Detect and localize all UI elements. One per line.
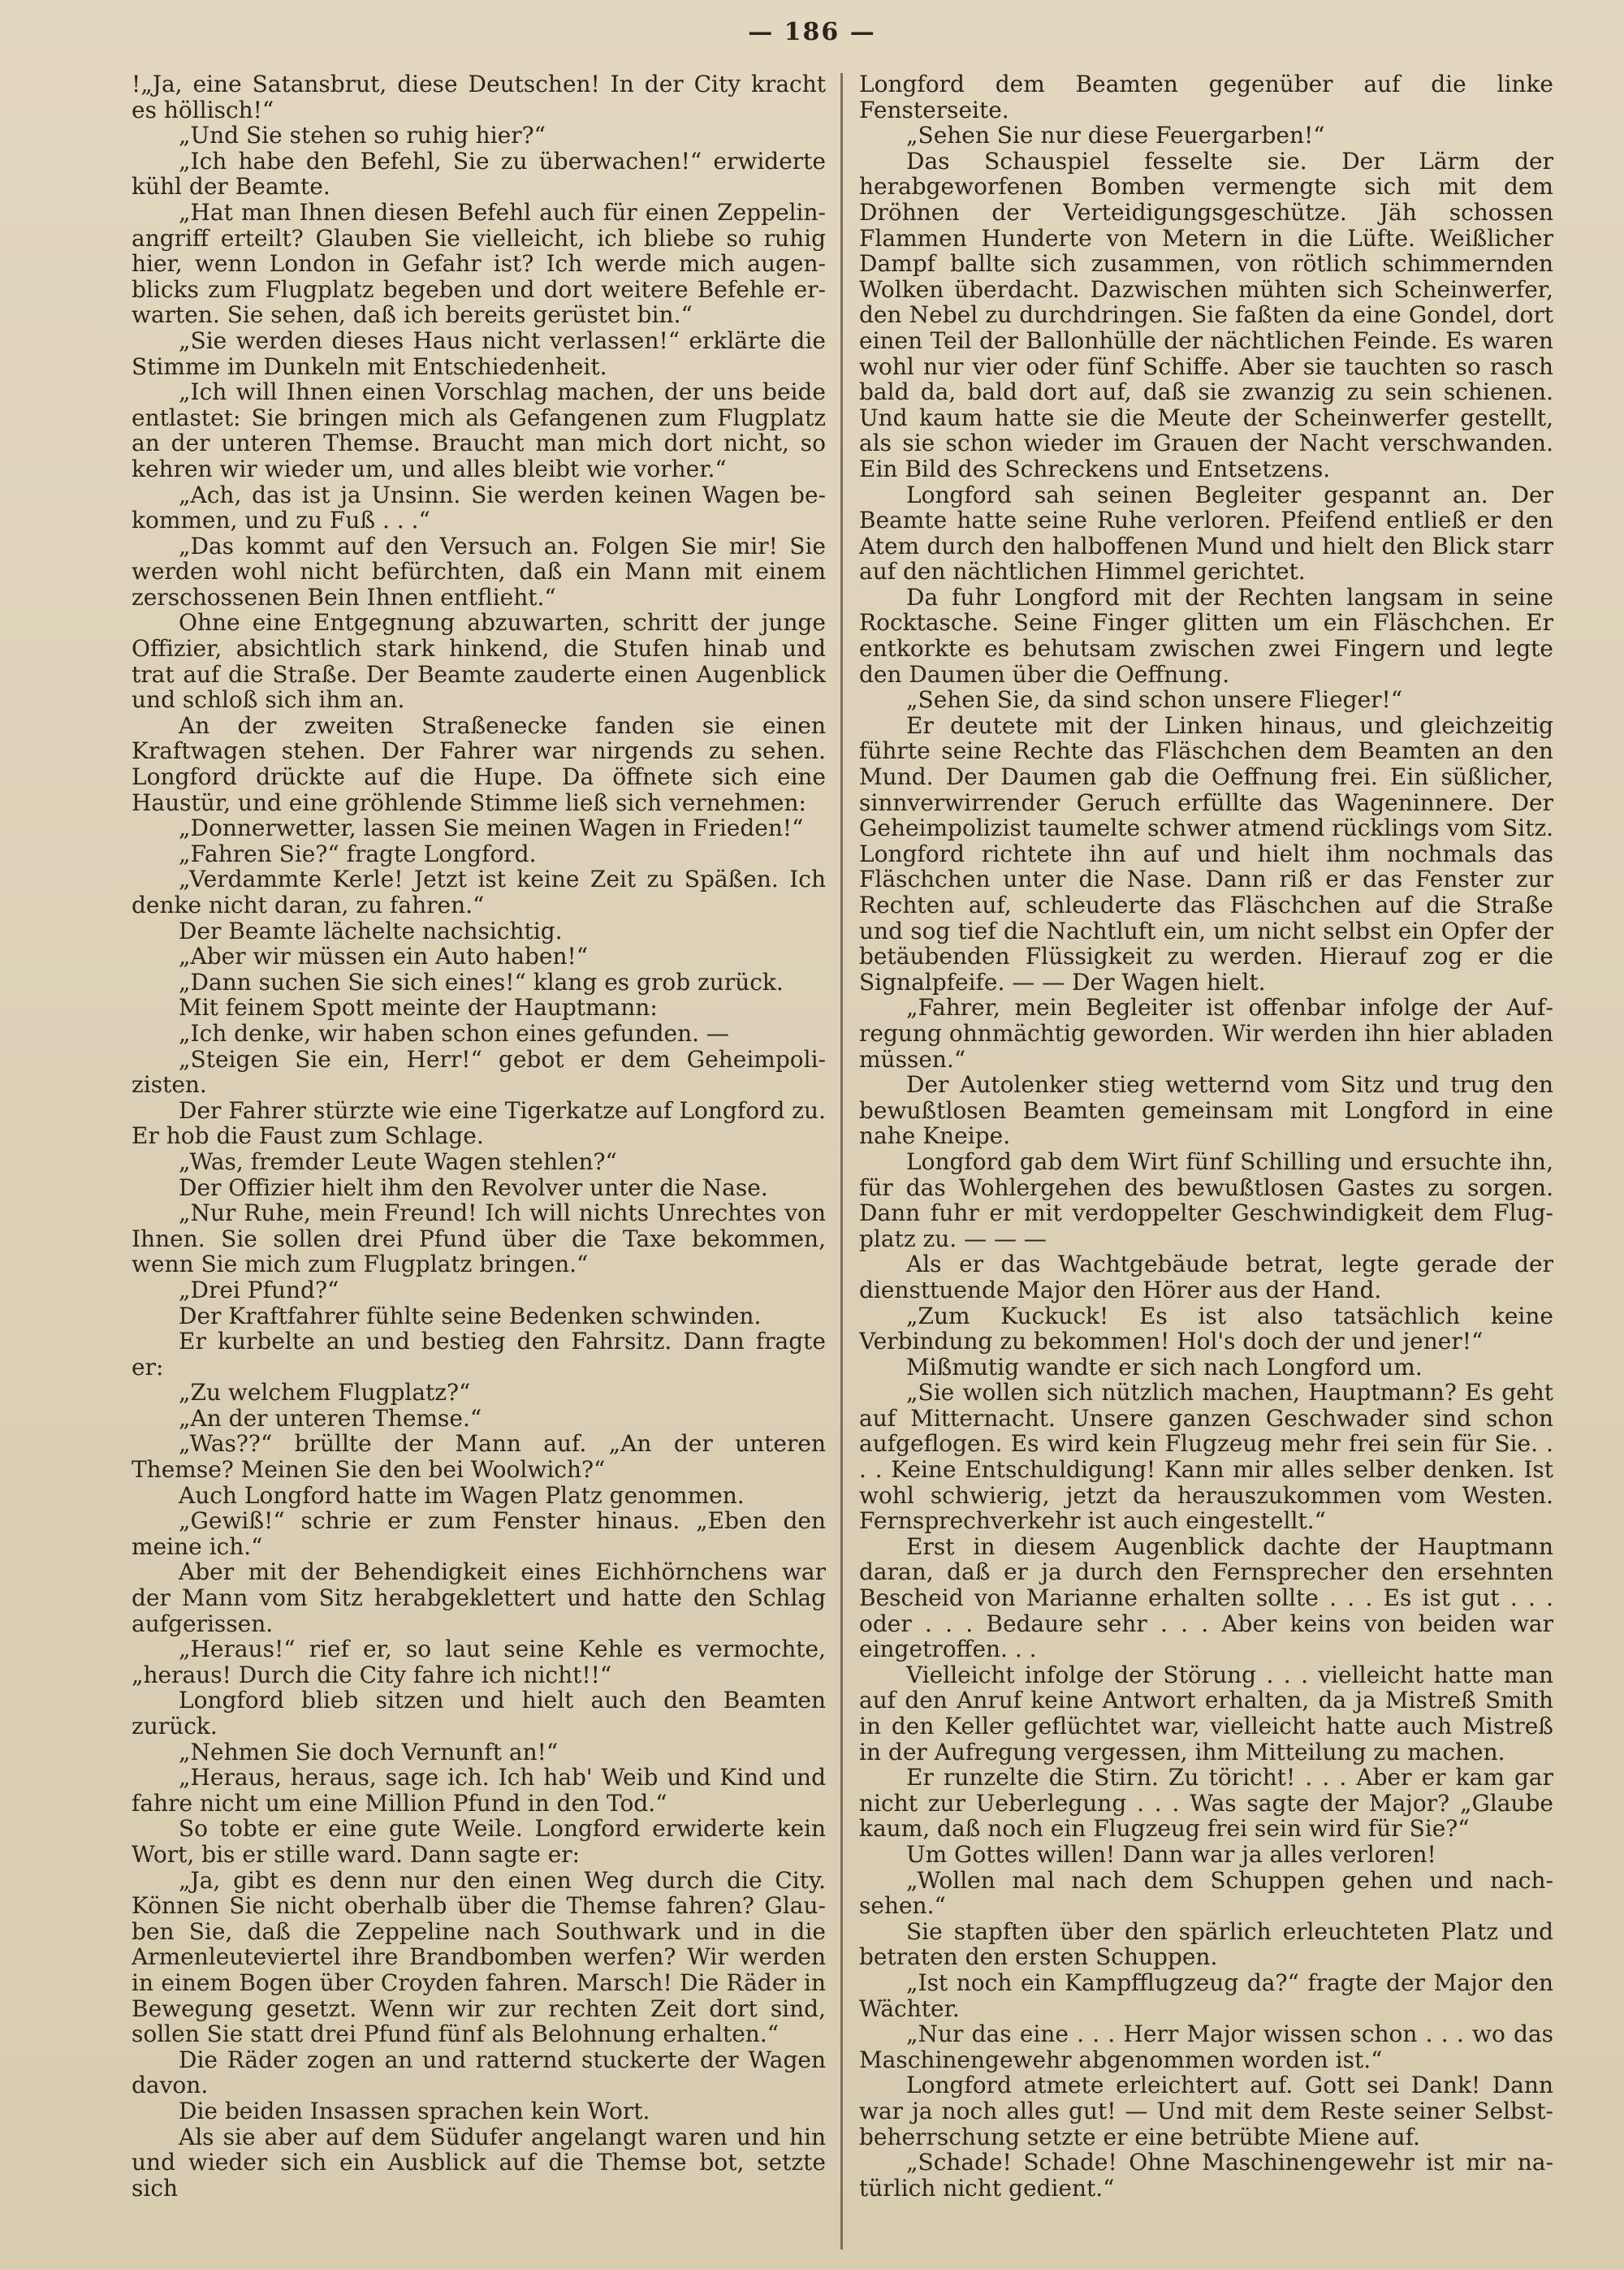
paragraph: „Heraus, heraus, sage ich. Ich hab' Weib und Kind und fahre nicht um eine Million Pfund in den Tod.“ [132,1764,826,1817]
paragraph: „Ach, das ist ja Unsinn. Sie werden keinen Wagen bekommen, und zu Fuß . . .“ [132,481,826,534]
right-text-column [859,71,1553,2256]
paragraph: „Sie wollen sich nützlich machen, Hauptmann? Es geht auf Mitternacht. Unsere ganzen Geschwader sind schon aufgeflogen. Es wird kein Flugzeug mehr frei sein für Sie. . . . Keine Entschuldigung! Kann mir alles selber denken. Ist wohl schwierig, jetzt da herauszukommen vom Westen. Fernsprechverkehr ist auch eingestellt.“ [859,1379,1553,1535]
paragraph: „Was??“ brüllte der Mann auf. „An der unteren Themse? Meinen Sie den bei Woolwich?“ [132,1430,826,1484]
paragraph: „Nur Ruhe, mein Freund! Ich will nichts Unrechtes von Ihnen. Sie sollen drei Pfund über die Taxe bekommen, wenn Sie mich zum Flugplatz bringen.“ [132,1199,826,1278]
paragraph: „Gewiß!“ schrie er zum Fenster hinaus. „Eben den meine ich.“ [132,1507,826,1560]
paragraph: Erst in diesem Augenblick dachte der Hauptmann daran, daß er ja durch den Fernsprecher den ersehnten Bescheid von Marianne erhalten sollte . . . Es ist gut . . . oder . . . Bedaure sehr . . . Aber keins von beiden war eingetroffen. . . [859,1532,1553,1663]
paragraph: „Nur das eine . . . Herr Major wissen schon . . . wo das Maschinengewehr abgenommen worden ist.“ [859,2020,1553,2073]
paragraph: „Wollen mal nach dem Schuppen gehen und nachsehen.“ [859,1866,1553,1920]
paragraph: Mißmutig wandte er sich nach Longford um. [906,1353,1423,1381]
paragraph: „Ich habe den Befehl, Sie zu überwachen!“ erwiderte kühl der Beamte. [132,147,826,201]
paragraph: „Sehen Sie, da sind schon unsere Flieger!“ [906,686,1403,714]
paragraph: Das Schauspiel fesselte sie. Der Lärm der herabgeworfenen Bomben vermengte sich mit dem Dröhnen der Verteidigungsgeschütze. Jäh schossen Flammen Hunderte von Metern in die Lüfte. Weißlicher Dampf ballte sich zusammen, von rötlich schimmernden Wolken überdacht. Dazwischen mühten sich Scheinwerfer, den Nebel zu durchdringen. Sie faßten da eine Gondel, dort einen Teil der Ballonhülle der nächtlichen Feinde. Es waren wohl nur vier oder fünf Schiffe. Aber sie tauchten so rasch bald da, bald dort auf, daß sie zwanzig zu sein schienen. Und kaum hatte sie die Meute der Scheinwerfer gestellt, als sie schon wieder im Grauen der Nacht verschwanden. Ein Bild des Schreckens und Entsetzens. [859,147,1553,482]
paragraph: Ohne eine Entgegnung abzuwarten, schritt der junge Offizier, absichtlich stark hinkend, die Stufen hinab und trat auf die Straße. Der Beamte zauderte einen Augenblick und schloß sich ihm an. [132,609,826,714]
paragraph: „Ist noch ein Kampfflugzeug da?“ fragte der Major den Wächter. [859,1969,1553,2022]
paragraph: „Dann suchen Sie sich eines!“ klang es grob zurück. [179,968,784,996]
paragraph: Die Räder zogen an und ratternd stuckerte der Wagen davon. [132,2046,826,2099]
paragraph: „An der unteren Themse.“ [179,1404,482,1432]
paragraph: „Was, fremder Leute Wagen stehlen?“ [179,1147,617,1175]
paragraph: Der Beamte lächelte nachsichtig. [179,917,563,944]
paragraph: „Verdammte Kerle! Jetzt ist keine Zeit zu Späßen. Ich denke nicht daran, zu fahren.“ [132,866,826,918]
paragraph: „Heraus!“ rief er, so laut seine Kehle es vermochte, „heraus! Durch die City fahre ich nicht!!“ [132,1636,826,1688]
paragraph: „Zu welchem Flugplatz?“ [179,1379,471,1407]
paragraph: Der Offizier hielt ihm den Revolver unter die Nase. [179,1173,768,1201]
paragraph: „Ich denke, wir haben schon eines gefunden. — [179,1019,729,1047]
paragraph: An der zweiten Straßenecke fanden sie einen Kraftwagen stehen. Der Fahrer war nirgends zu sehen. Longford drückte auf die Hupe. Da öffnete sich eine Haustür, und eine gröhlende Stimme ließ sich vernehmen: [132,711,826,816]
paragraph: So tobte er eine gute Weile. Longford erwiderte kein Wort, bis er stille ward. Dann sagte er: [132,1815,826,1868]
paragraph: Longford blieb sitzen und hielt auch den Beamten zurück. [132,1687,826,1740]
paragraph: Sie stapften über den spärlich erleuchteten Platz und betraten den ersten Schuppen. [859,1917,1553,1971]
paragraph: „Fahren Sie?“ fragte Longford. [179,840,537,867]
paragraph: „Nehmen Sie doch Vernunft an!“ [179,1738,559,1765]
paragraph: „Donnerwetter, lassen Sie meinen Wagen in Frieden!“ [179,815,804,842]
paragraph: „Hat man Ihnen diesen Befehl auch für einen Zeppelinangriff erteilt? Glauben Sie vielleicht, ich bliebe so ruhig hier, wenn London in Gefahr ist? Ich werde mich augenblicks zum Flugplatz begeben und dort weitere Befehle erwarten. Sie sehen, daß ich bereits gerüstet bin.“ [132,198,826,329]
paragraph: „Schade! Schade! Ohne Maschinengewehr ist mir natürlich nicht gedient.“ [859,2149,1553,2202]
paragraph: Da fuhr Longford mit der Rechten langsam in seine Rocktasche. Seine Finger glitten um ein Fläschchen. Er entkorkte es behutsam zwischen zwei Fingern und legte den Daumen über die Oeffnung. [859,583,1553,688]
paragraph: Er deutete mit der Linken hinaus, und gleichzeitig führte seine Rechte das Fläschchen dem Beamten an den Mund. Der Daumen gab die Oeffnung frei. Ein süßlicher, sinnverwirrender Geruch erfüllte das Wageninnere. Der Geheimpolizist taumelte schwer atmend rücklings vom Sitz. Longford richtete ihn auf und hielt ihm nochmals das Fläschchen unter die Nase. Dann riß er das Fenster zur Rechten auf, schleuderte das Fläschchen auf die Straße und sog tief die Nachtluft ein, um nicht selbst ein Opfer der betäubenden Flüssigkeit zu werden. Hierauf zog er die Signalpfeife. — — Der Wagen hielt. [859,711,1553,996]
paragraph: „Ich will Ihnen einen Vorschlag machen, der uns beide entlastet: Sie bringen mich als Gefangenen zum Flugplatz an der unteren Themse. Braucht man mich dort nicht, so kehren wir wieder um, und alles bleibt wie vorher.“ [132,378,826,482]
paragraph: „Sehen Sie nur diese Feuergarben!“ [906,122,1325,149]
paragraph: „Steigen Sie ein, Herr!“ gebot er dem Geheimpolizisten. [132,1045,826,1099]
paragraph: „Zum Kuckuck! Es ist also tatsächlich keine Verbindung zu bekommen! Hol's doch der und jener!“ [859,1302,1553,1355]
paragraph: „Das kommt auf den Versuch an. Folgen Sie mir! Sie werden wohl nicht befürchten, daß ein Mann mit einem zerschossenen Bein Ihnen entflieht.“ [132,532,826,611]
paragraph: Longford dem Beamten gegenüber auf die linke Fensterseite. [859,71,1553,123]
paragraph: Longford gab dem Wirt fünf Schilling und ersuchte ihn, für das Wohlergehen des bewußtlosen Gastes zu sorgen. Dann fuhr er mit verdoppelter Geschwindigkeit dem Flugplatz zu. — — — [859,1147,1553,1252]
page-number: — 186 — [748,18,876,46]
paragraph: Als er das Wachtgebäude betrat, legte gerade der diensttuende Major den Hörer aus der Hand. [859,1251,1553,1303]
paragraph: Die beiden Insassen sprachen kein Wort. [179,2097,650,2124]
paragraph: Aber mit der Behendigkeit eines Eichhörnchens war der Mann vom Sitz herabgeklettert und hatte den Schlag aufgerissen. [132,1558,826,1637]
paragraph: „Und Sie stehen so ruhig hier?“ [179,122,546,149]
paragraph: „Ja, gibt es denn nur den einen Weg durch die City. Können Sie nicht oberhalb über die Themse fahren? Glauben Sie, daß die Zeppeline nach Southwark und in die Armenleuteviertel ihre Brandbomben werfen? Wir werden in einem Bogen über Croyden fahren. Marsch! Die Räder in Bewegung gesetzt. Wenn wir zur rechten Zeit dort sind, sollen Sie statt drei Pfund fünf als Belohnung erhalten.“ [132,1866,826,2048]
column-divider [840,73,843,2250]
paragraph: „Drei Pfund?“ [179,1276,339,1303]
paragraph: Der Kraftfahrer fühlte seine Bedenken schwinden. [179,1302,762,1329]
paragraph: „Fahrer, mein Begleiter ist offenbar infolge der Aufregung ohnmächtig geworden. Wir werden ihn hier abladen müssen.“ [859,994,1553,1073]
paragraph: Der Autolenker stieg wetternd vom Sitz und trug den bewußtlosen Beamten gemeinsam mit Longford in eine nahe Kneipe. [859,1071,1553,1150]
paragraph: Mit feinem Spott meinte der Hauptmann: [179,994,658,1022]
paragraph: Vielleicht infolge der Störung . . . vielleicht hatte man auf den Anruf keine Antwort erhalten, da ja Mistreß Smith in den Keller geflüchtet war, vielleicht hatte auch Mistreß in der Aufregung vergessen, ihm Mitteilung zu machen. [859,1661,1553,1765]
paragraph: „Sie werden dieses Haus nicht verlassen!“ erklärte die Stimme im Dunkeln mit Entschiedenheit. [132,326,826,380]
left-text-column [132,71,826,2256]
paragraph: Er runzelte die Stirn. Zu töricht! . . . Aber er kam gar nicht zur Ueberlegung . . . Was sagte der Major? „Glaube kaum, daß noch ein Flugzeug frei sein wird für Sie?“ [859,1764,1553,1843]
paragraph: Longford atmete erleichtert auf. Gott sei Dank! Dann war ja noch alles gut! — Und mit dem Reste seiner Selbstbeherrschung setzte er eine betrübte Miene auf. [859,2072,1553,2150]
paragraph: Er kurbelte an und bestieg den Fahrsitz. Dann fragte er: [132,1328,826,1381]
paragraph: Der Fahrer stürzte wie eine Tigerkatze auf Longford zu. Er hob die Faust zum Schlage. [132,1096,826,1150]
paragraph: Auch Longford hatte im Wagen Platz genommen. [179,1481,745,1509]
paragraph: Als sie aber auf dem Südufer angelangt waren und hin und wieder sich ein Ausblick auf die Themse bot, setzte sich [132,2123,826,2202]
paragraph: Longford sah seinen Begleiter gespannt an. Der Beamte hatte seine Ruhe verloren. Pfeifend entließ er den Atem durch den halboffenen Mund und hielt den Blick starr auf den nächtlichen Himmel gerichtet. [859,481,1553,586]
paragraph: !„Ja, eine Satansbrut, diese Deutschen! In der City kracht es höllisch!“ [132,71,826,123]
paragraph: Um Gottes willen! Dann war ja alles verloren! [906,1840,1436,1868]
paragraph: „Aber wir müssen ein Auto haben!“ [179,943,589,970]
